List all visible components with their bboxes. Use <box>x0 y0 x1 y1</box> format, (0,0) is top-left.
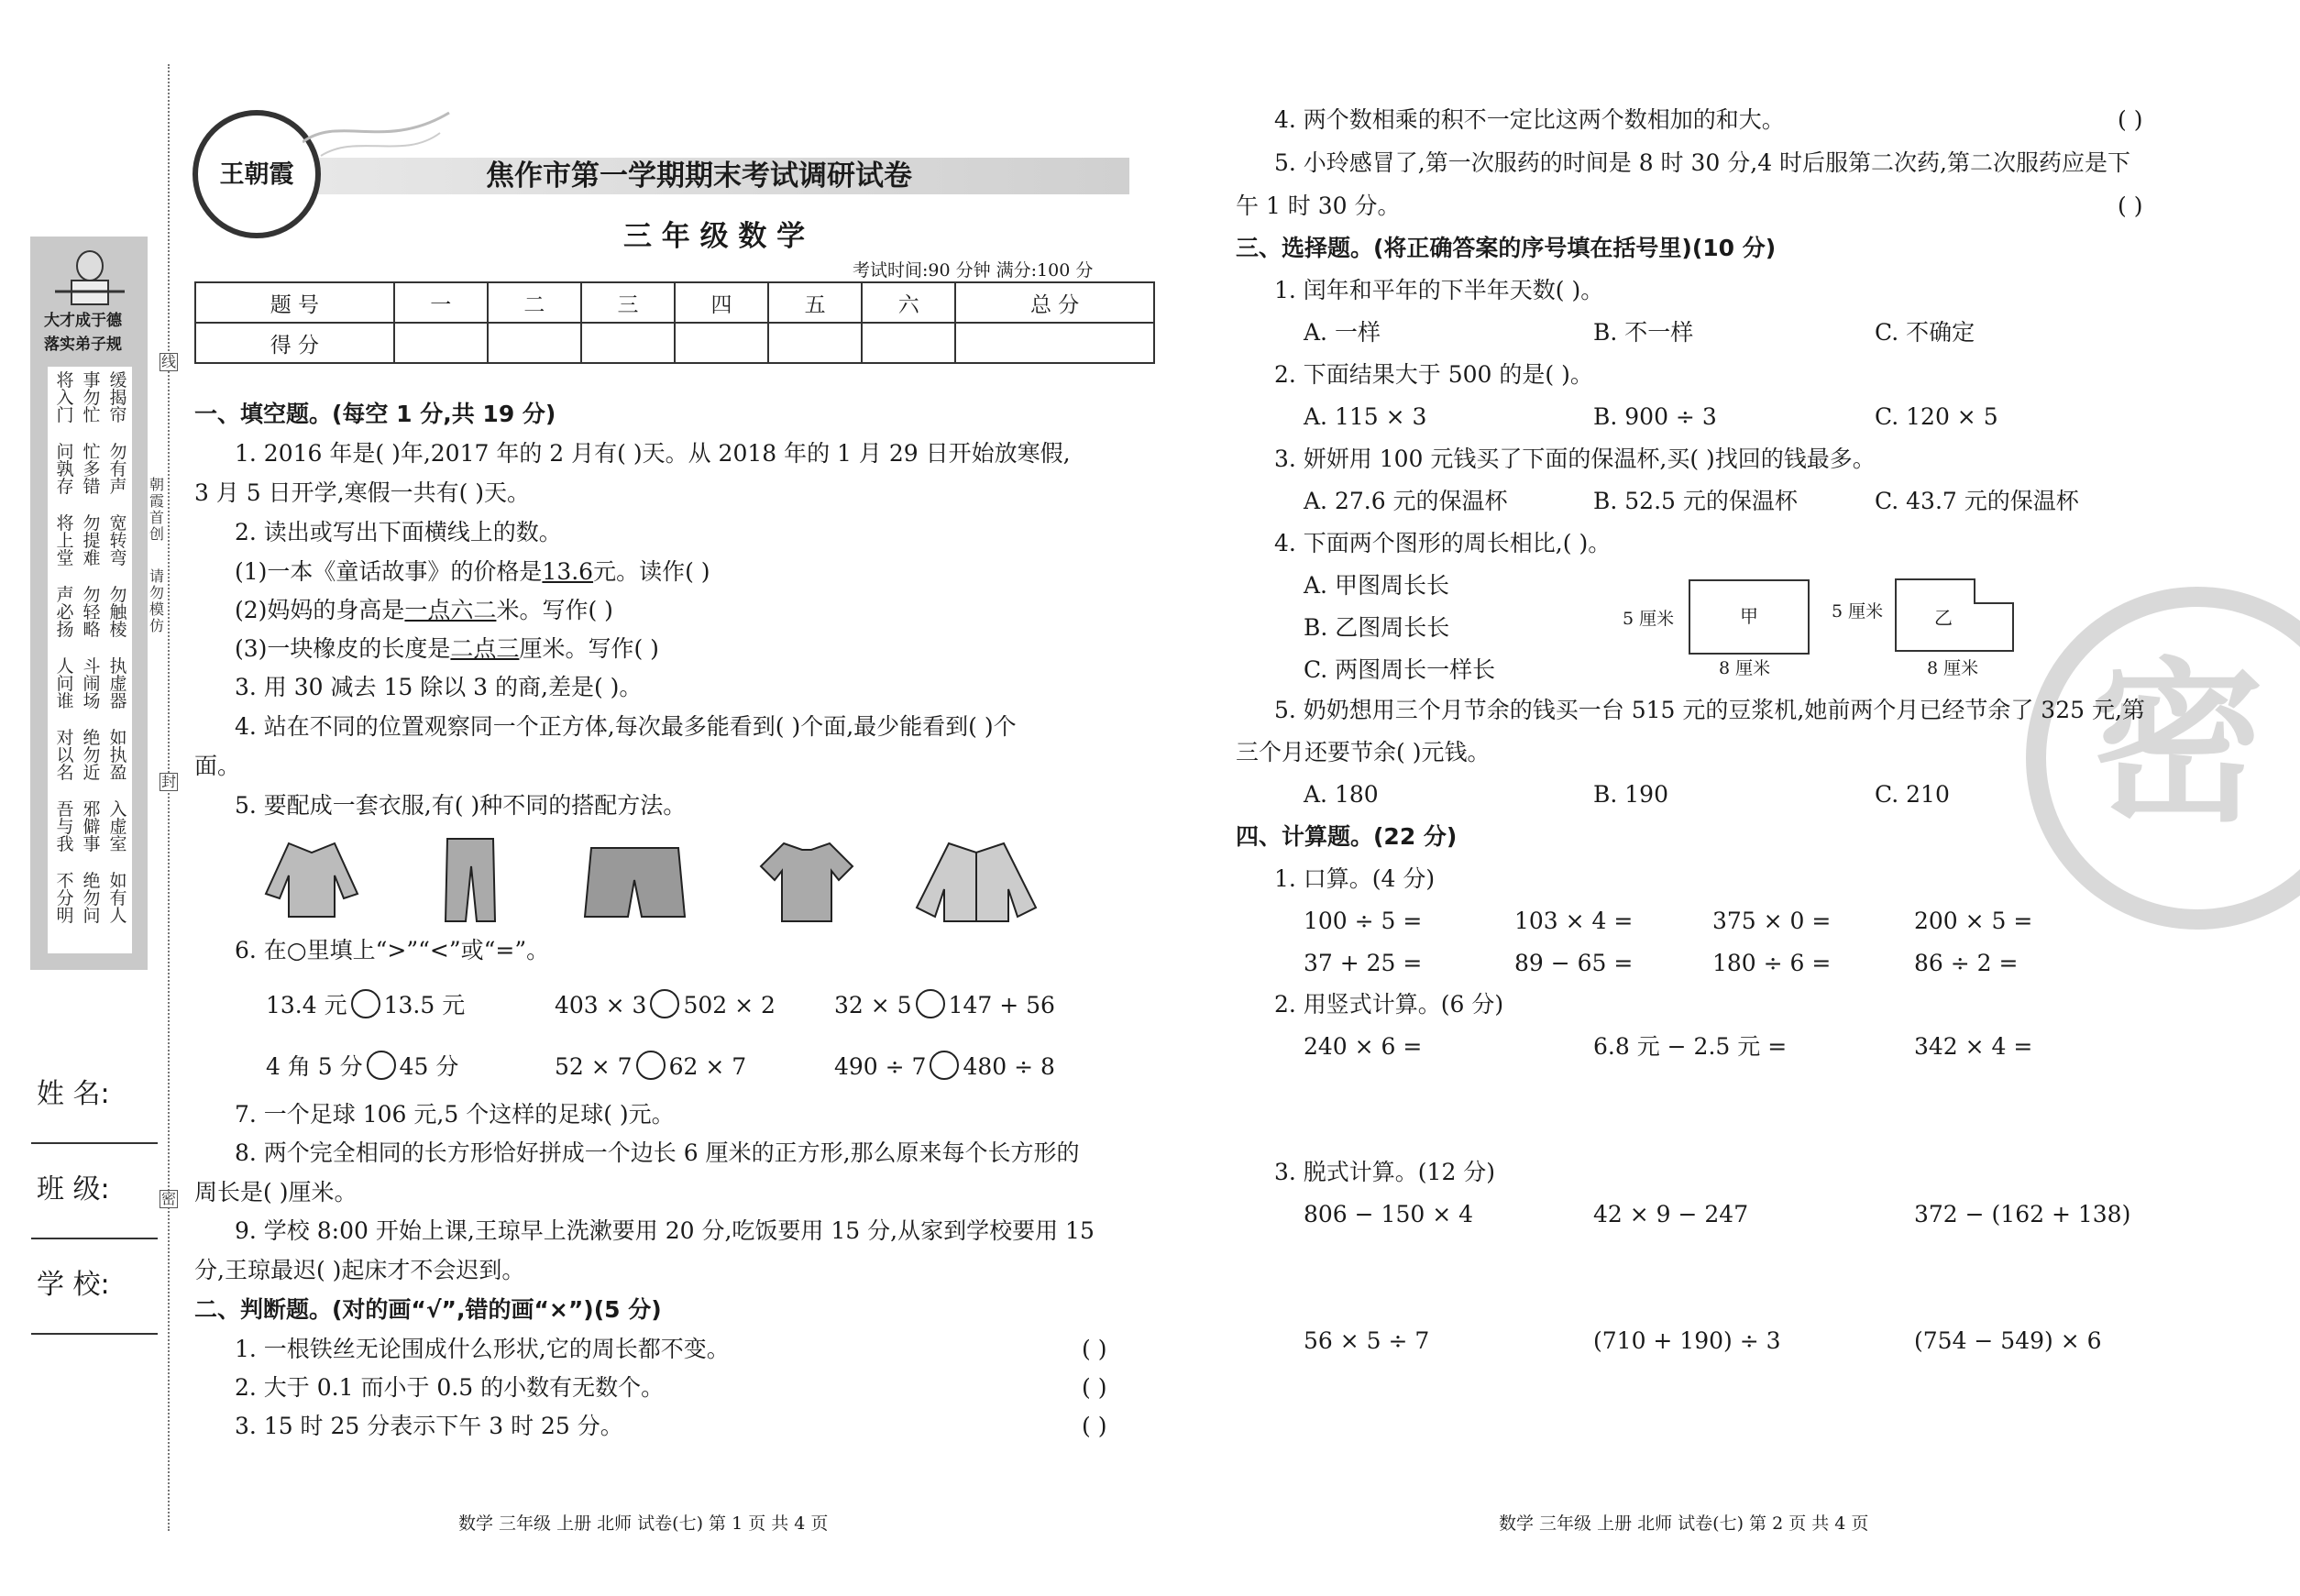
name-label: 姓 名: <box>37 1078 110 1110</box>
logo-badge <box>193 110 321 238</box>
compare-right: 13.5 元 <box>383 992 466 1018</box>
q2-3-underlined: 二点三 <box>450 635 520 662</box>
fig-yi-label: 乙 <box>1934 607 1953 629</box>
compare-circle[interactable] <box>367 1051 396 1080</box>
q2: 2. 读出或写出下面横线上的数。 <box>235 519 562 545</box>
stepwise-item: 806 − 150 × 4 <box>1304 1201 1474 1227</box>
compare-circle[interactable] <box>916 989 945 1018</box>
motto-phrase: 吾 与 我 <box>56 799 74 854</box>
school-label: 学 校: <box>37 1269 110 1301</box>
logo-text: 王朝霞 <box>219 160 294 189</box>
choice-option[interactable]: B. 900 ÷ 3 <box>1593 403 1717 430</box>
judge-item-5: 5. 小玲感冒了,第一次服药的时间是 8 时 30 分,4 时后服第二次药,第二次服药应是下 <box>1274 149 2130 176</box>
q3: 3. 用 30 减去 15 除以 3 的商,差是( )。 <box>235 674 643 700</box>
judge-paren-2[interactable]: ( ) <box>1082 1374 1107 1401</box>
table-cell[interactable] <box>955 323 1154 363</box>
q2-1-tail: 元。读作( ) <box>593 558 710 585</box>
fig-yi-side: 5 厘米 <box>1832 601 1884 622</box>
motto-phrase: 绝 勿 近 <box>83 728 101 783</box>
choice-q3: 3. 妍妍用 100 元钱买了下面的保温杯,买( )找回的钱最多。 <box>1274 446 1876 472</box>
stepwise-item: 56 × 5 ÷ 7 <box>1304 1327 1430 1354</box>
motto-phrase: 入 虚 室 <box>109 799 127 854</box>
subject-title: 三 年 级 数 学 <box>623 220 806 253</box>
oral-item: 89 − 65 = <box>1514 950 1634 976</box>
table-cell[interactable] <box>488 323 581 363</box>
section-3-title: 三、选择题。(将正确答案的序号填在括号里)(10 分) <box>1236 235 1777 261</box>
oral-item: 100 ÷ 5 = <box>1304 908 1423 934</box>
class-label: 班 级: <box>37 1173 110 1205</box>
fig-jia-bottom: 8 厘米 <box>1719 658 1771 678</box>
vertical-item: 342 × 4 = <box>1914 1033 2033 1060</box>
judge-paren-1[interactable]: ( ) <box>1082 1336 1107 1362</box>
jacket-icon <box>912 839 1040 926</box>
compare-right: 62 × 7 <box>668 1053 747 1080</box>
q7: 7. 一个足球 106 元,5 个这样的足球( )元。 <box>235 1101 675 1128</box>
compare-left: 4 角 5 分 <box>266 1053 363 1080</box>
motto-phrase: 忙 多 错 <box>83 442 101 497</box>
slogan-1: 大才成于德 <box>44 312 122 330</box>
compare-right: 147 + 56 <box>948 992 1055 1018</box>
fig-yi-bottom: 8 厘米 <box>1927 658 1979 678</box>
compare-left: 490 ÷ 7 <box>834 1053 927 1080</box>
stepwise-item: (754 − 549) × 6 <box>1914 1327 2102 1354</box>
choice-option[interactable]: B. 不一样 <box>1593 319 1694 346</box>
table-cell[interactable] <box>581 323 675 363</box>
table-cell[interactable] <box>675 323 768 363</box>
compare-2 <box>555 989 776 1021</box>
q1-line2: 3 月 5 日开学,寒假一共有( )天。 <box>194 479 531 506</box>
q8-line2: 周长是( )厘米。 <box>194 1179 358 1205</box>
compare-right: 45 分 <box>399 1053 459 1080</box>
q2-1-text: (1)一本《童话故事》的价格是 <box>235 558 543 585</box>
motto-phrase: 缓 揭 帘 <box>109 370 127 425</box>
q2-2-underlined: 一点六二 <box>404 597 497 623</box>
scholar-figure <box>46 246 134 308</box>
motto-phrase: 斗 闹 场 <box>83 656 101 711</box>
binding-line <box>168 64 170 1531</box>
choice-option[interactable]: C. 两图周长一样长 <box>1304 656 1496 683</box>
q6: 6. 在○里填上“>”“<”或“=”。 <box>235 937 550 963</box>
watermark-stamp <box>2026 587 2300 930</box>
class-line <box>31 1238 158 1239</box>
judge-item-5b: 午 1 时 30 分。 <box>1236 193 1401 219</box>
compare-circle[interactable] <box>930 1051 959 1080</box>
compare-4 <box>266 1051 458 1083</box>
table-cell: 题 号 <box>195 282 394 323</box>
table-cell: 四 <box>675 282 768 323</box>
compare-6 <box>834 1051 1055 1083</box>
copyright-note-2: 请 勿 模 仿 <box>149 567 164 634</box>
motto-phrase: 不 分 明 <box>56 871 74 926</box>
choice-q1: 1. 闰年和平年的下半年天数( )。 <box>1274 277 1604 303</box>
table-cell: 三 <box>581 282 675 323</box>
choice-option[interactable]: B. 乙图周长长 <box>1304 614 1450 641</box>
oral-item: 375 × 0 = <box>1712 908 1832 934</box>
table-cell[interactable] <box>394 323 488 363</box>
motto-phrase: 勿 提 难 <box>83 513 101 568</box>
motto-phrase: 勿 有 声 <box>109 442 127 497</box>
table-cell: 五 <box>768 282 862 323</box>
fig-jia-label: 甲 <box>1740 605 1758 627</box>
choice-q4: 4. 下面两个图形的周长相比,( )。 <box>1274 530 1612 556</box>
q2-2-tail: 米。写作( ) <box>496 597 613 623</box>
compare-right: 480 ÷ 8 <box>963 1053 1055 1080</box>
table-cell: 得 分 <box>195 323 394 363</box>
oral-item: 200 × 5 = <box>1914 908 2033 934</box>
motto-phrase: 执 虚 器 <box>109 656 127 711</box>
motto-phrase: 勿 轻 略 <box>83 585 101 640</box>
motto-phrase: 邪 僻 事 <box>83 799 101 854</box>
motto-phrase: 勿 触 棱 <box>109 585 127 640</box>
motto-text <box>48 367 132 953</box>
judge-item-4: 4. 两个数相乘的积不一定比这两个数相加的和大。 <box>1274 106 1785 133</box>
choice-option[interactable]: C. 不确定 <box>1875 319 1975 346</box>
choice-option[interactable]: A. 115 × 3 <box>1304 403 1427 430</box>
score-table-row <box>195 323 1154 363</box>
judge-paren-4[interactable]: ( ) <box>2118 106 2143 133</box>
compare-circle[interactable] <box>636 1051 666 1080</box>
vertical-item: 240 × 6 = <box>1304 1033 1423 1060</box>
oral-item: 37 + 25 = <box>1304 950 1423 976</box>
ribbon-decoration <box>303 105 458 160</box>
judge-item-2: 2. 大于 0.1 而小于 0.5 的小数有无数个。 <box>235 1374 665 1401</box>
stepwise-item: 42 × 9 − 247 <box>1593 1201 1749 1227</box>
footer-right: 数学 三年级 上册 北师 试卷(七) 第 2 页 共 4 页 <box>1499 1513 1869 1534</box>
seal-mark-mi: 密 <box>160 1190 176 1207</box>
oral-item: 86 ÷ 2 = <box>1914 950 2019 976</box>
choice-option[interactable]: B. 52.5 元的保温杯 <box>1593 488 1798 514</box>
q2-3-tail: 厘米。写作( ) <box>519 635 659 662</box>
compare-left: 32 × 5 <box>834 992 912 1018</box>
compare-5 <box>555 1051 746 1083</box>
vertical-title: 2. 用竖式计算。(6 分) <box>1274 991 1504 1018</box>
table-cell[interactable] <box>862 323 955 363</box>
judge-item-1: 1. 一根铁丝无论围成什么形状,它的周长都不变。 <box>235 1336 730 1362</box>
section-4-title: 四、计算题。(22 分) <box>1236 823 1458 850</box>
q4-line1: 4. 站在不同的位置观察同一个正方体,每次最多能看到( )个面,最少能看到( )个 <box>235 713 1017 740</box>
stepwise-title: 3. 脱式计算。(12 分) <box>1274 1159 1496 1185</box>
footer-left: 数学 三年级 上册 北师 试卷(七) 第 1 页 共 4 页 <box>458 1513 829 1534</box>
motto-phrase: 宽 转 弯 <box>109 513 127 568</box>
compare-circle[interactable] <box>650 989 679 1018</box>
shape-yi <box>1894 578 2017 655</box>
choice-option[interactable]: C. 210 <box>1875 781 1950 808</box>
seal-mark-feng: 封 <box>160 773 176 790</box>
compare-circle[interactable] <box>351 989 380 1018</box>
section-1-title: 一、填空题。(每空 1 分,共 19 分) <box>194 401 556 427</box>
q4-line2: 面。 <box>194 753 241 779</box>
copyright-note-1: 朝 霞 首 创 <box>149 476 164 543</box>
q2-3-text: (3)一块橡皮的长度是 <box>235 635 451 662</box>
score-table-row <box>195 282 1154 323</box>
q9-line1: 9. 学校 8:00 开始上课,王琼早上洗漱要用 20 分,吃饭要用 15 分,从家到学校要用 15 <box>235 1217 1095 1244</box>
stepwise-item: 372 − (162 + 138) <box>1914 1201 2131 1227</box>
choice-q5-line2: 三个月还要节余( )元钱。 <box>1236 739 1491 765</box>
motto-phrase: 如 执 盈 <box>109 728 127 783</box>
vertical-item: 6.8 元 − 2.5 元 = <box>1593 1033 1788 1060</box>
motto-phrase: 人 问 谁 <box>56 656 74 711</box>
compare-right: 502 × 2 <box>683 992 776 1018</box>
table-cell: 一 <box>394 282 488 323</box>
choice-option[interactable]: B. 190 <box>1593 781 1668 808</box>
oral-title: 1. 口算。(4 分) <box>1274 865 1436 892</box>
shirt-icon <box>261 839 362 921</box>
motto-phrase: 问 孰 存 <box>56 442 74 497</box>
exam-title: 焦作市第一学期期末考试调研试卷 <box>486 160 912 193</box>
motto-phrase: 将 入 门 <box>56 370 74 425</box>
slogan-2: 落实弟子规 <box>44 336 122 354</box>
choice-option[interactable]: A. 27.6 元的保温杯 <box>1304 488 1508 514</box>
oral-item: 180 ÷ 6 = <box>1712 950 1832 976</box>
compare-left: 52 × 7 <box>555 1053 633 1080</box>
shorts-icon <box>582 843 688 921</box>
q2-1 <box>235 556 710 588</box>
judge-paren-3[interactable]: ( ) <box>1082 1413 1107 1439</box>
q2-1-underlined: 13.6 <box>542 558 594 585</box>
motto-phrase: 如 有 人 <box>109 871 127 926</box>
choice-option[interactable]: C. 43.7 元的保温杯 <box>1875 488 2079 514</box>
school-line <box>31 1333 158 1335</box>
trousers-icon <box>438 834 502 926</box>
compare-left: 13.4 元 <box>266 992 347 1018</box>
section-2-title: 二、判断题。(对的画“√”,错的画“×”)(5 分) <box>194 1296 662 1323</box>
motto-phrase: 将 上 堂 <box>56 513 74 568</box>
seal-mark-xian: 线 <box>160 353 176 370</box>
choice-q2: 2. 下面结果大于 500 的是( )。 <box>1274 361 1593 388</box>
judge-item-3: 3. 15 时 25 分表示下午 3 时 25 分。 <box>235 1413 623 1439</box>
exam-info: 考试时间:90 分钟 满分:100 分 <box>853 260 1094 281</box>
table-cell: 总 分 <box>955 282 1154 323</box>
q2-2 <box>235 595 613 626</box>
choice-option[interactable]: C. 120 × 5 <box>1875 403 1998 430</box>
choice-option[interactable]: A. 180 <box>1304 781 1379 808</box>
motto-phrase: 声 必 扬 <box>56 585 74 640</box>
q2-2-text: (2)妈妈的身高是 <box>235 597 405 623</box>
rectangle-jia <box>1689 579 1810 655</box>
motto-phrase: 事 勿 忙 <box>83 370 101 425</box>
q1-line1: 1. 2016 年是( )年,2017 年的 2 月有( )天。从 2018 年的 1 月 29 日开始放寒假, <box>235 440 1071 467</box>
motto-phrase: 对 以 名 <box>56 728 74 783</box>
choice-option[interactable]: A. 甲图周长长 <box>1304 572 1449 599</box>
stepwise-item: (710 + 190) ÷ 3 <box>1593 1327 1781 1354</box>
fig-jia-side: 5 厘米 <box>1623 609 1675 629</box>
score-table <box>194 281 1155 364</box>
choice-option[interactable]: A. 一样 <box>1304 319 1381 346</box>
tshirt-icon <box>756 839 857 926</box>
choice-q5-line1: 5. 奶奶想用三个月节余的钱买一台 515 元的豆浆机,她前两个月已经节余了 325 元,第 <box>1274 697 2145 723</box>
table-cell: 六 <box>862 282 955 323</box>
compare-left: 403 × 3 <box>555 992 647 1018</box>
watermark-char: 密 <box>2089 643 2264 845</box>
table-cell: 二 <box>488 282 581 323</box>
motto-phrase: 绝 勿 问 <box>83 871 101 926</box>
compare-3 <box>834 989 1055 1021</box>
q2-3 <box>235 633 659 665</box>
q8-line1: 8. 两个完全相同的长方形恰好拼成一个边长 6 厘米的正方形,那么原来每个长方形的 <box>235 1139 1080 1166</box>
name-line <box>31 1142 158 1144</box>
q5: 5. 要配成一套衣服,有( )种不同的搭配方法。 <box>235 792 687 819</box>
judge-paren-5[interactable]: ( ) <box>2118 193 2143 219</box>
oral-item: 103 × 4 = <box>1514 908 1634 934</box>
q9-line2: 分,王琼最迟( )起床才不会迟到。 <box>194 1257 525 1283</box>
compare-1 <box>266 989 465 1021</box>
table-cell[interactable] <box>768 323 862 363</box>
